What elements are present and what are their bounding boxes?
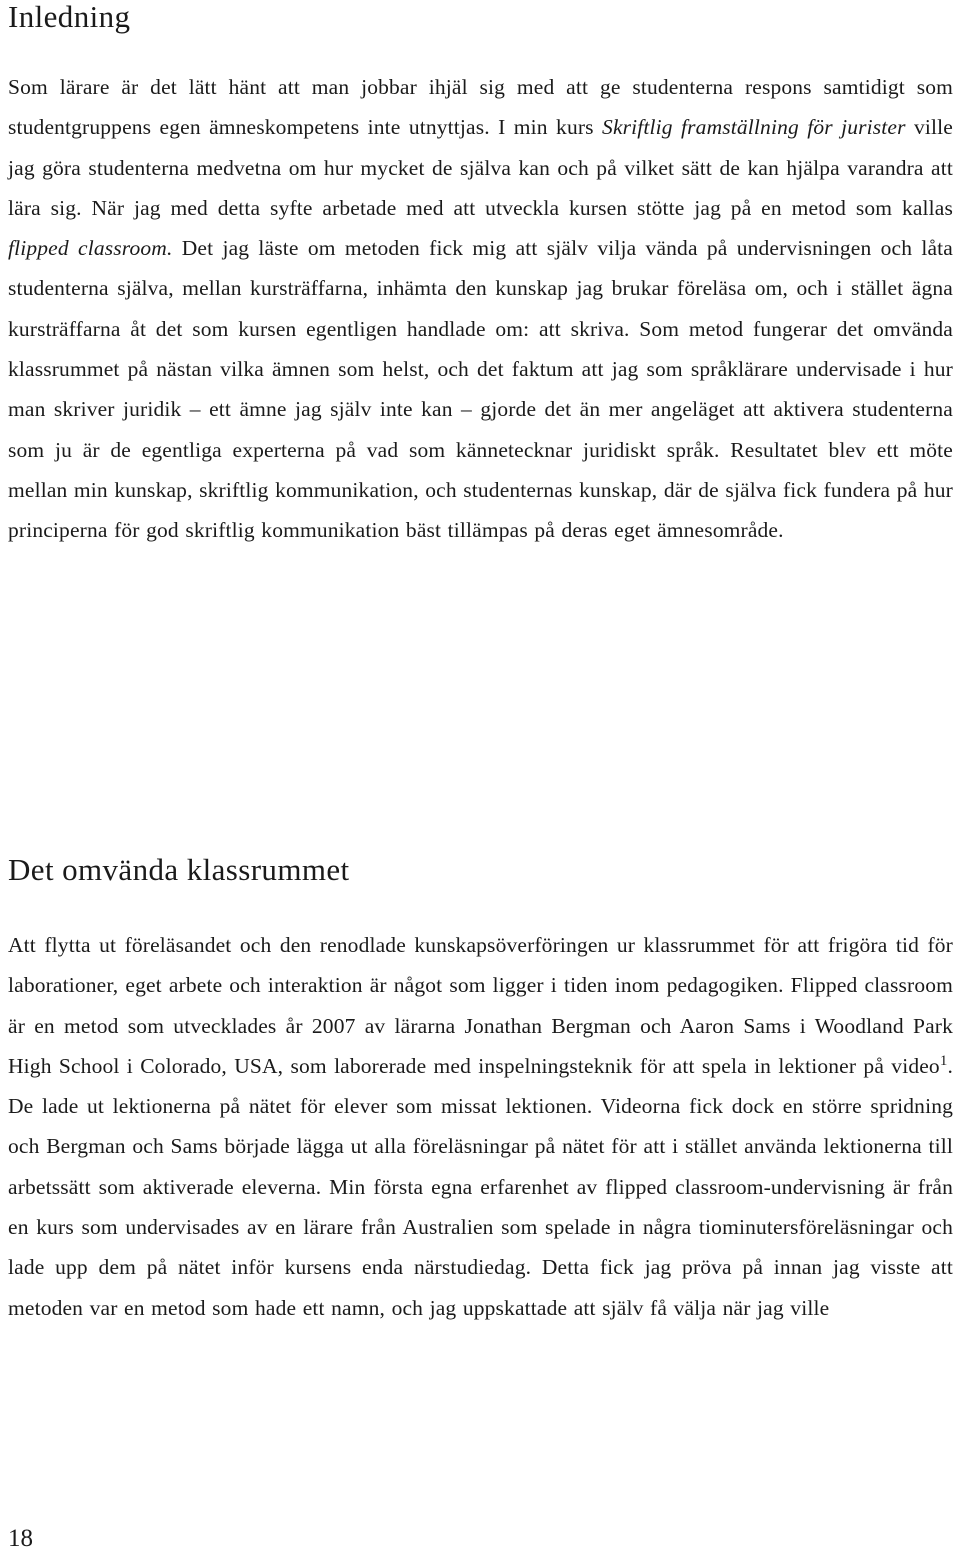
paragraph-text: ville jag göra studenterna medvetna om hur mycket de själva kan och på vilket sätt de kan hjälpa varandra att lära sig. När jag med detta syfte arbetade med att utveckla kursen stötte jag på en metod som kallas: [8, 115, 953, 220]
paragraph-text: Det jag läste om metoden fick mig att själv vilja vända på undervisningen och låta studenterna själva, mellan kursträffarna, inhämta den kunskap jag brukar föreläsa om, och i stället ägna kursträffarna åt det som kursen egentligen handlade om: att skriva. Som metod fungerar det omvända klassrummet på nästan vilka ämnen som helst, och det faktum att jag som språklärare undervisade i hur man skriver juridik – ett ämne jag själv inte kan – gjorde det än mer angeläget att aktivera studenterna som ju är de egentliga experterna på vad som kännetecknar juridiskt språk. Resultatet blev ett möte mellan min kunskap, skriftlig kommunikation, och studenternas kunskap, där de själva fick fundera på hur principerna för god skriftlig kommunikation bäst tillämpas på deras eget ämnesområde.: [8, 236, 953, 543]
page-number: 18: [8, 1525, 33, 1552]
section-heading-omvanda-klassrummet: Det omvända klassrummet: [8, 852, 350, 887]
section-paragraph-omvanda-klassrummet: [8, 925, 953, 1328]
paragraph-text: Att flytta ut föreläsandet och den renodlade kunskapsöverföringen ur klassrummet för att frigöra tid för laborationer, eget arbete och interaktion är något som ligger i tiden inom pedagogiken. Flipped classroom är en metod som utvecklades år 2007 av lärarna Jonathan Bergman och Aaron Sams i Woodland Park High School i Colorado, USA, som laborerade med inspelningsteknik för att spela in lektioner på video: [8, 933, 953, 1078]
section-heading-inledning: Inledning: [8, 0, 131, 34]
method-name-italic: flipped classroom.: [8, 236, 173, 261]
course-title-italic: Skriftlig framställning för jurister: [602, 115, 906, 140]
paragraph-text: Som lärare är det lätt hänt att man jobbar ihjäl sig med att ge studenterna respons samtidigt som studentgruppens egen ämneskompetens inte utnyttjas. I min kurs: [8, 75, 953, 140]
footnote-reference[interactable]: 1: [939, 1052, 948, 1069]
paragraph-text: . De lade ut lektionerna på nätet för elever som missat lektionen. Videorna fick dock en större spridning och Bergman och Sams började lägga ut alla föreläsningar på nätet för att i stället använda lektionerna till arbetssätt som aktiverade eleverna. Min första egna erfarenhet av flipped classroom-undervisning är från en kurs som undervisades av en lärare från Australien som spelade in några tiominutersföreläsningar och lade upp dem på nätet inför kursens enda närstudiedag. Detta fick jag pröva på innan jag visste att metoden var en metod som hade ett namn, och jag uppskattade att själv få välja när jag ville: [8, 1053, 953, 1320]
section-paragraph-inledning: [8, 67, 953, 551]
